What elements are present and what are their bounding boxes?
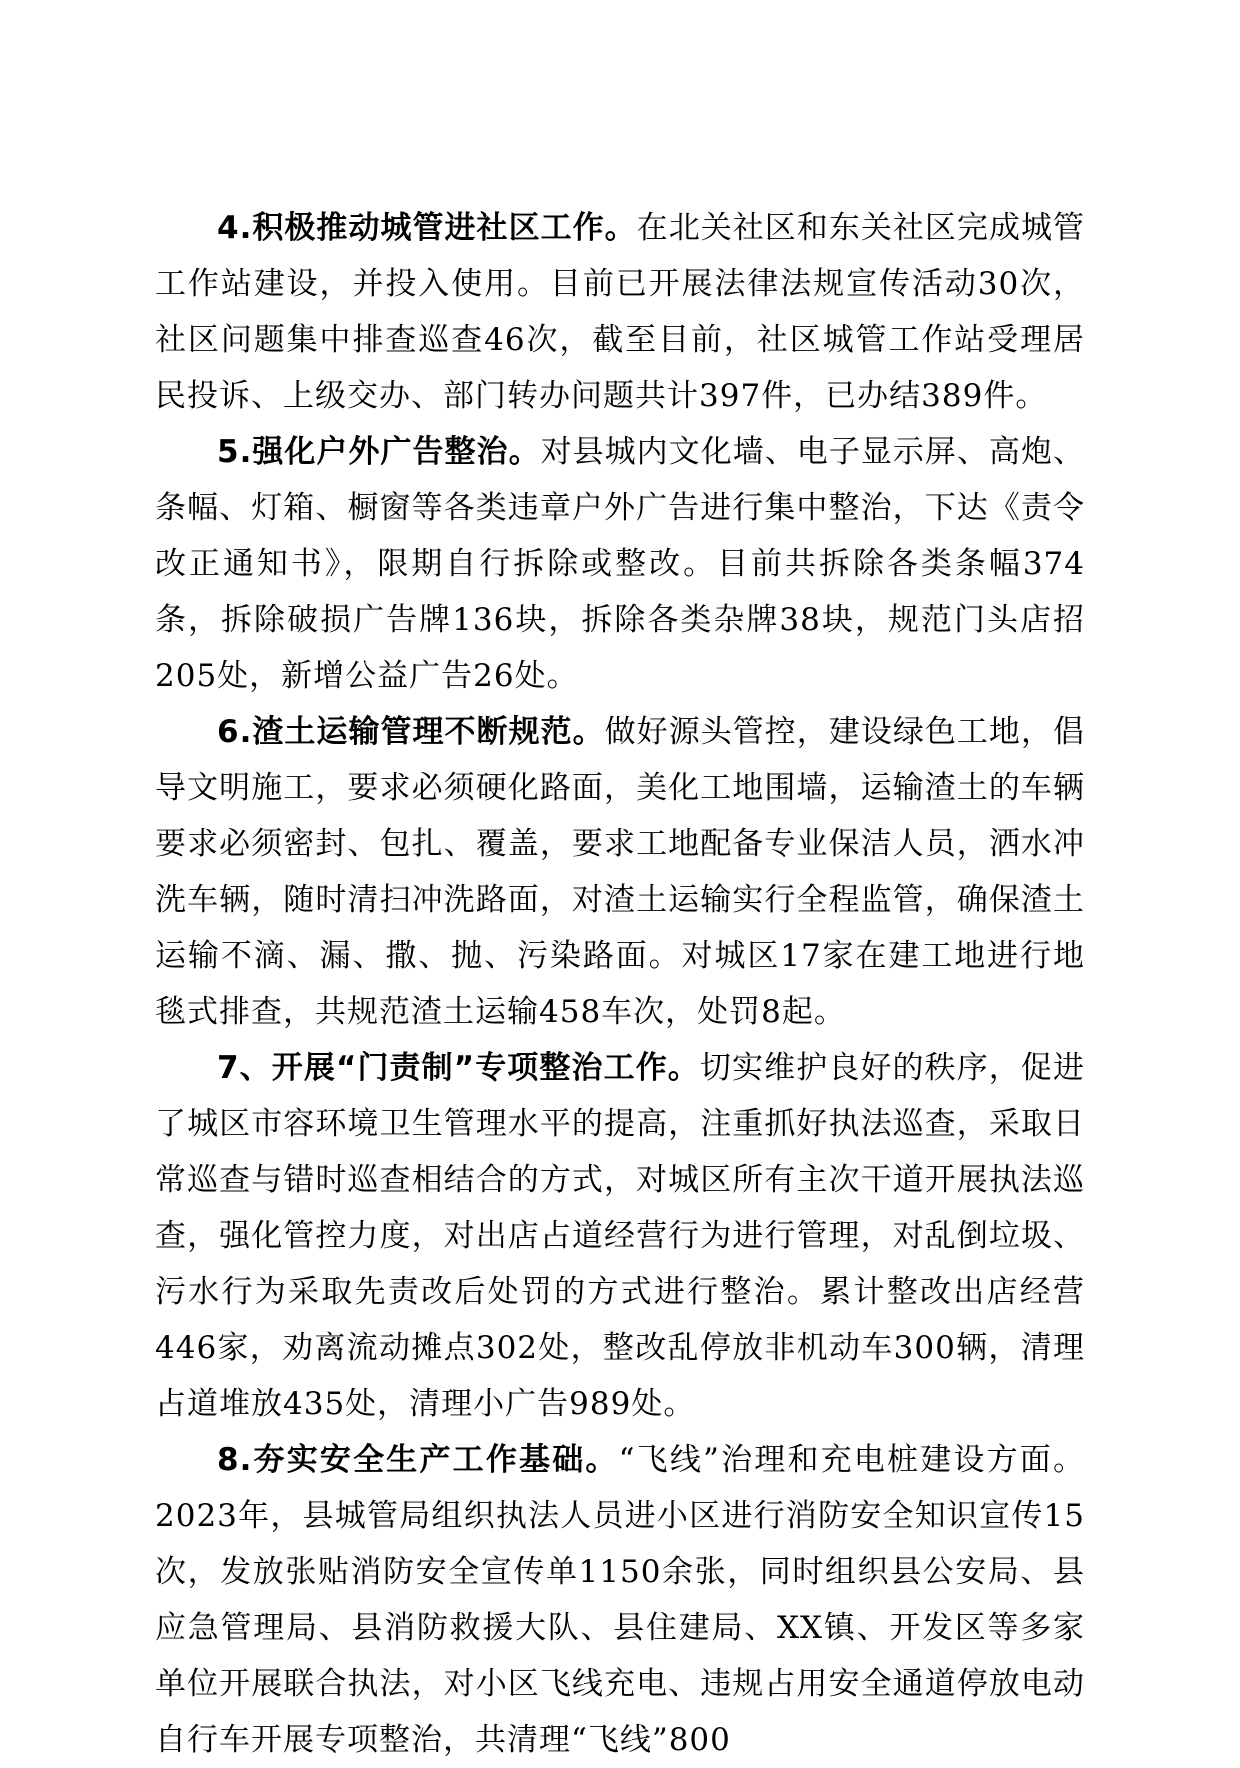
document-page xyxy=(155,200,1085,1768)
paragraph-4-body: 在北关社区和东关社区完成城管工作站建设，并投入使用。目前已开展法律法规宣传活动30次，社区问题集中排查巡查46次，截至目前，社区城管工作站受理居民投诉、上级交办、部门转办问题共计397件，已办结389件。 xyxy=(155,210,1085,414)
paragraph-8-heading: 8.夯实安全生产工作基础。 xyxy=(217,1442,619,1478)
paragraph-4 xyxy=(155,200,1085,424)
paragraph-7 xyxy=(155,1040,1085,1432)
paragraph-6 xyxy=(155,704,1085,1040)
paragraph-6-heading: 6.渣土运输管理不断规范。 xyxy=(217,714,605,750)
paragraph-8 xyxy=(155,1432,1085,1768)
paragraph-7-heading: 7、开展“门责制”专项整治工作。 xyxy=(217,1050,700,1086)
paragraph-6-body: 做好源头管控，建设绿色工地，倡导文明施工，要求必须硬化路面，美化工地围墙，运输渣土的车辆要求必须密封、包扎、覆盖，要求工地配备专业保洁人员，洒水冲洗车辆，随时清扫冲洗路面，对渣土运输实行全程监管，确保渣土运输不滴、漏、撒、抛、污染路面。对城区17家在建工地进行地毯式排查，共规范渣土运输458车次，处罚8起。 xyxy=(155,714,1085,1030)
paragraph-4-heading: 4.积极推动城管进社区工作。 xyxy=(217,210,637,246)
paragraph-5 xyxy=(155,424,1085,704)
paragraph-5-heading: 5.强化户外广告整治。 xyxy=(217,434,541,470)
paragraph-5-body: 对县城内文化墙、电子显示屏、高炮、条幅、灯箱、橱窗等各类违章户外广告进行集中整治，下达《责令改正通知书》，限期自行拆除或整改。目前共拆除各类条幅374条，拆除破损广告牌136块，拆除各类杂牌38块，规范门头店招205处，新增公益广告26处。 xyxy=(155,434,1085,694)
paragraph-7-body: 切实维护良好的秩序，促进了城区市容环境卫生管理水平的提高，注重抓好执法巡查，采取日常巡查与错时巡查相结合的方式，对城区所有主次干道开展执法巡查，强化管控力度，对出店占道经营行为进行管理，对乱倒垃圾、污水行为采取先责改后处罚的方式进行整治。累计整改出店经营446家，劝离流动摊点302处，整改乱停放非机动车300辆，清理占道堆放435处，清理小广告989处。 xyxy=(155,1050,1085,1422)
paragraph-8-body: “飞线”治理和充电桩建设方面。2023年，县城管局组织执法人员进小区进行消防安全知识宣传15次，发放张贴消防安全宣传单1150余张，同时组织县公安局、县应急管理局、县消防救援大队、县住建局、XX镇、开发区等多家单位开展联合执法，对小区飞线充电、违规占用安全通道停放电动自行车开展专项整治，共清理“飞线”800 xyxy=(155,1442,1085,1758)
